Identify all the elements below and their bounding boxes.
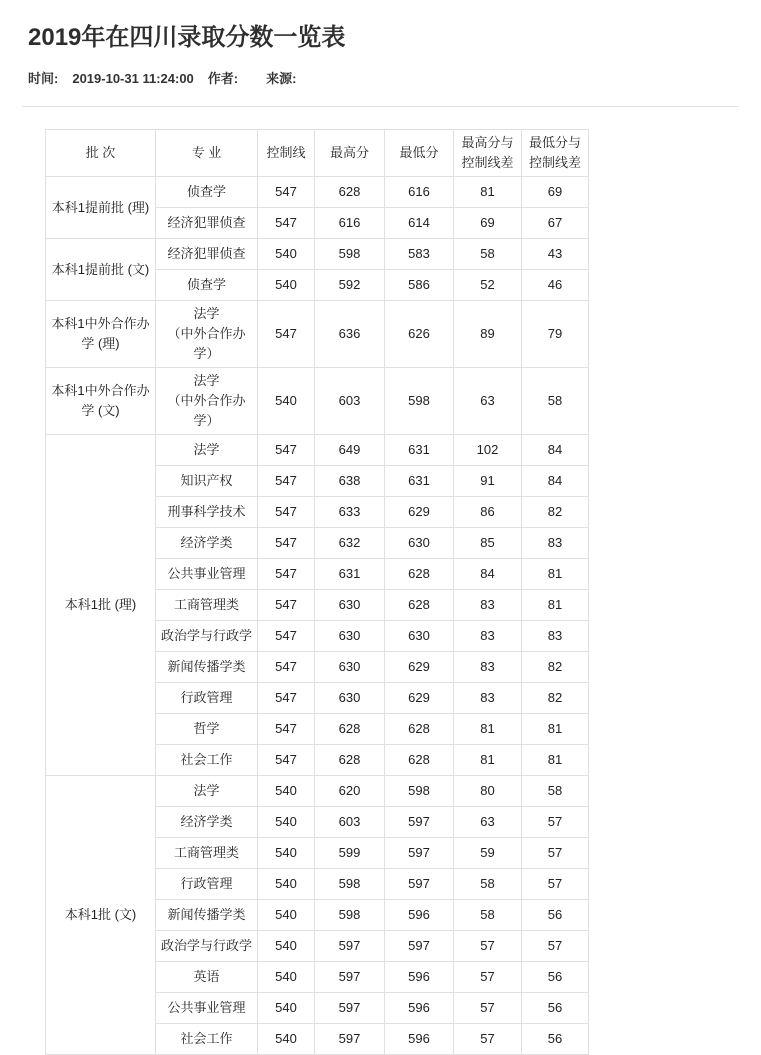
control-line-cell: 540: [258, 1024, 315, 1055]
highest-score-cell: 603: [315, 368, 385, 435]
batch-cell: 本科1提前批 (理): [46, 177, 156, 239]
major-cell: 政治学与行政学: [156, 931, 258, 962]
column-header-highest: 最高分: [315, 130, 385, 177]
lowest-score-cell: 628: [385, 559, 454, 590]
table-row: [46, 301, 589, 368]
lowest-score-cell: 597: [385, 838, 454, 869]
major-cell: 哲学: [156, 714, 258, 745]
diff-low-cell: 56: [522, 1024, 589, 1055]
major-cell: 社会工作: [156, 745, 258, 776]
lowest-score-cell: 628: [385, 714, 454, 745]
control-line-cell: 540: [258, 900, 315, 931]
highest-score-cell: 616: [315, 208, 385, 239]
diff-high-cell: 84: [454, 559, 522, 590]
diff-high-cell: 58: [454, 239, 522, 270]
diff-high-cell: 83: [454, 683, 522, 714]
major-cell: 行政管理: [156, 869, 258, 900]
highest-score-cell: 597: [315, 931, 385, 962]
column-header-batch: 批 次: [46, 130, 156, 177]
control-line-cell: 547: [258, 177, 315, 208]
diff-low-cell: 84: [522, 466, 589, 497]
score-table-container: [0, 107, 761, 1055]
major-cell: 公共事业管理: [156, 993, 258, 1024]
highest-score-cell: 603: [315, 807, 385, 838]
batch-cell: 本科1中外合作办学 (理): [46, 301, 156, 368]
control-line-cell: 540: [258, 993, 315, 1024]
control-line-cell: 540: [258, 239, 315, 270]
control-line-cell: 547: [258, 466, 315, 497]
lowest-score-cell: 598: [385, 368, 454, 435]
diff-high-cell: 89: [454, 301, 522, 368]
control-line-cell: 547: [258, 301, 315, 368]
major-cell: 经济学类: [156, 528, 258, 559]
control-line-cell: 540: [258, 838, 315, 869]
diff-high-cell: 57: [454, 962, 522, 993]
diff-low-cell: 82: [522, 652, 589, 683]
major-cell: 知识产权: [156, 466, 258, 497]
lowest-score-cell: 616: [385, 177, 454, 208]
control-line-cell: 547: [258, 590, 315, 621]
table-row: [46, 435, 589, 466]
diff-low-cell: 56: [522, 962, 589, 993]
diff-high-cell: 81: [454, 745, 522, 776]
diff-high-cell: 52: [454, 270, 522, 301]
highest-score-cell: 630: [315, 621, 385, 652]
diff-low-cell: 81: [522, 714, 589, 745]
column-header-control-line: 控制线: [258, 130, 315, 177]
control-line-cell: 540: [258, 776, 315, 807]
diff-low-cell: 57: [522, 931, 589, 962]
highest-score-cell: 598: [315, 869, 385, 900]
column-header-diff-high-line2: 控制线差: [461, 155, 514, 170]
lowest-score-cell: 583: [385, 239, 454, 270]
control-line-cell: 540: [258, 931, 315, 962]
highest-score-cell: 630: [315, 652, 385, 683]
control-line-cell: 547: [258, 559, 315, 590]
column-header-diff-low-line2: 控制线差: [528, 155, 581, 170]
column-header-diff-high: [454, 130, 522, 177]
control-line-cell: 540: [258, 270, 315, 301]
major-cell: 经济犯罪侦查: [156, 208, 258, 239]
diff-high-cell: 86: [454, 497, 522, 528]
meta-time-label: 时间:: [28, 71, 59, 86]
major-cell: 法学: [156, 435, 258, 466]
diff-low-cell: 79: [522, 301, 589, 368]
major-cell: 工商管理类: [156, 590, 258, 621]
major-cell: 新闻传播学类: [156, 652, 258, 683]
diff-high-cell: 102: [454, 435, 522, 466]
diff-high-cell: 58: [454, 869, 522, 900]
diff-high-cell: 80: [454, 776, 522, 807]
control-line-cell: 540: [258, 962, 315, 993]
table-head: [46, 130, 589, 177]
lowest-score-cell: 598: [385, 776, 454, 807]
lowest-score-cell: 628: [385, 745, 454, 776]
control-line-cell: 547: [258, 208, 315, 239]
diff-low-cell: 43: [522, 239, 589, 270]
lowest-score-cell: 596: [385, 1024, 454, 1055]
highest-score-cell: 599: [315, 838, 385, 869]
control-line-cell: 547: [258, 621, 315, 652]
major-cell: 行政管理: [156, 683, 258, 714]
control-line-cell: 547: [258, 683, 315, 714]
diff-low-cell: 81: [522, 559, 589, 590]
control-line-cell: 547: [258, 435, 315, 466]
lowest-score-cell: 626: [385, 301, 454, 368]
lowest-score-cell: 614: [385, 208, 454, 239]
diff-low-cell: 81: [522, 590, 589, 621]
meta-source-label: 来源:: [266, 71, 297, 86]
control-line-cell: 547: [258, 745, 315, 776]
major-cell: 英语: [156, 962, 258, 993]
diff-low-cell: 82: [522, 497, 589, 528]
highest-score-cell: 592: [315, 270, 385, 301]
highest-score-cell: 598: [315, 900, 385, 931]
diff-low-cell: 83: [522, 528, 589, 559]
major-cell: 政治学与行政学: [156, 621, 258, 652]
highest-score-cell: 628: [315, 177, 385, 208]
diff-low-cell: 58: [522, 368, 589, 435]
control-line-cell: 547: [258, 714, 315, 745]
highest-score-cell: 597: [315, 1024, 385, 1055]
diff-high-cell: 57: [454, 931, 522, 962]
highest-score-cell: 620: [315, 776, 385, 807]
diff-low-cell: 82: [522, 683, 589, 714]
table-row: [46, 177, 589, 208]
diff-low-cell: 58: [522, 776, 589, 807]
lowest-score-cell: 628: [385, 590, 454, 621]
lowest-score-cell: 597: [385, 931, 454, 962]
highest-score-cell: 632: [315, 528, 385, 559]
table-row: [46, 368, 589, 435]
meta-author-label: 作者:: [207, 71, 239, 86]
control-line-cell: 547: [258, 528, 315, 559]
major-cell: 侦查学: [156, 270, 258, 301]
lowest-score-cell: 631: [385, 466, 454, 497]
diff-low-cell: 67: [522, 208, 589, 239]
diff-high-cell: 81: [454, 177, 522, 208]
major-cell: 侦查学: [156, 177, 258, 208]
diff-low-cell: 81: [522, 745, 589, 776]
lowest-score-cell: 631: [385, 435, 454, 466]
highest-score-cell: 649: [315, 435, 385, 466]
highest-score-cell: 636: [315, 301, 385, 368]
diff-high-cell: 83: [454, 621, 522, 652]
major-cell: 经济学类: [156, 807, 258, 838]
diff-high-cell: 91: [454, 466, 522, 497]
diff-low-cell: 56: [522, 900, 589, 931]
highest-score-cell: 628: [315, 714, 385, 745]
major-cell: 公共事业管理: [156, 559, 258, 590]
major-cell: 法学 （中外合作办学）: [156, 368, 258, 435]
major-cell: 社会工作: [156, 1024, 258, 1055]
diff-low-cell: 83: [522, 621, 589, 652]
table-body: [46, 177, 589, 1055]
control-line-cell: 540: [258, 869, 315, 900]
lowest-score-cell: 596: [385, 993, 454, 1024]
lowest-score-cell: 630: [385, 621, 454, 652]
diff-low-cell: 57: [522, 807, 589, 838]
diff-low-cell: 46: [522, 270, 589, 301]
table-header-row: [46, 130, 589, 177]
highest-score-cell: 633: [315, 497, 385, 528]
batch-cell: 本科1提前批 (文): [46, 239, 156, 301]
diff-high-cell: 57: [454, 993, 522, 1024]
diff-high-cell: 83: [454, 652, 522, 683]
lowest-score-cell: 629: [385, 683, 454, 714]
batch-cell: 本科1批 (文): [46, 776, 156, 1055]
diff-low-cell: 57: [522, 869, 589, 900]
column-header-diff-high-line1: 最高分与: [461, 135, 514, 150]
control-line-cell: 547: [258, 497, 315, 528]
major-cell: 新闻传播学类: [156, 900, 258, 931]
diff-low-cell: 69: [522, 177, 589, 208]
major-cell: 经济犯罪侦查: [156, 239, 258, 270]
major-cell: 工商管理类: [156, 838, 258, 869]
control-line-cell: 547: [258, 652, 315, 683]
meta-time-value: 2019-10-31 11:24:00: [72, 71, 194, 86]
column-header-diff-low-line1: 最低分与: [528, 135, 581, 150]
diff-high-cell: 63: [454, 807, 522, 838]
diff-low-cell: 56: [522, 993, 589, 1024]
diff-high-cell: 58: [454, 900, 522, 931]
page-title: 2019年在四川录取分数一览表: [28, 24, 346, 51]
lowest-score-cell: 629: [385, 652, 454, 683]
diff-low-cell: 57: [522, 838, 589, 869]
diff-high-cell: 69: [454, 208, 522, 239]
diff-high-cell: 57: [454, 1024, 522, 1055]
lowest-score-cell: 597: [385, 807, 454, 838]
diff-high-cell: 83: [454, 590, 522, 621]
column-header-diff-low: [522, 130, 589, 177]
highest-score-cell: 630: [315, 590, 385, 621]
lowest-score-cell: 630: [385, 528, 454, 559]
diff-high-cell: 81: [454, 714, 522, 745]
lowest-score-cell: 596: [385, 900, 454, 931]
diff-low-cell: 84: [522, 435, 589, 466]
batch-cell: 本科1批 (理): [46, 435, 156, 776]
major-cell: 法学: [156, 776, 258, 807]
column-header-major: 专 业: [156, 130, 258, 177]
control-line-cell: 540: [258, 368, 315, 435]
diff-high-cell: 59: [454, 838, 522, 869]
diff-high-cell: 63: [454, 368, 522, 435]
highest-score-cell: 597: [315, 993, 385, 1024]
highest-score-cell: 597: [315, 962, 385, 993]
batch-cell: 本科1中外合作办学 (文): [46, 368, 156, 435]
highest-score-cell: 628: [315, 745, 385, 776]
control-line-cell: 540: [258, 807, 315, 838]
highest-score-cell: 638: [315, 466, 385, 497]
column-header-lowest: 最低分: [385, 130, 454, 177]
lowest-score-cell: 597: [385, 869, 454, 900]
table-row: [46, 239, 589, 270]
major-cell: 法学 （中外合作办学）: [156, 301, 258, 368]
highest-score-cell: 630: [315, 683, 385, 714]
lowest-score-cell: 629: [385, 497, 454, 528]
lowest-score-cell: 586: [385, 270, 454, 301]
lowest-score-cell: 596: [385, 962, 454, 993]
diff-high-cell: 85: [454, 528, 522, 559]
highest-score-cell: 631: [315, 559, 385, 590]
article-meta: [0, 54, 761, 88]
admission-score-table: [45, 129, 589, 1055]
major-cell: 刑事科学技术: [156, 497, 258, 528]
table-row: [46, 776, 589, 807]
highest-score-cell: 598: [315, 239, 385, 270]
